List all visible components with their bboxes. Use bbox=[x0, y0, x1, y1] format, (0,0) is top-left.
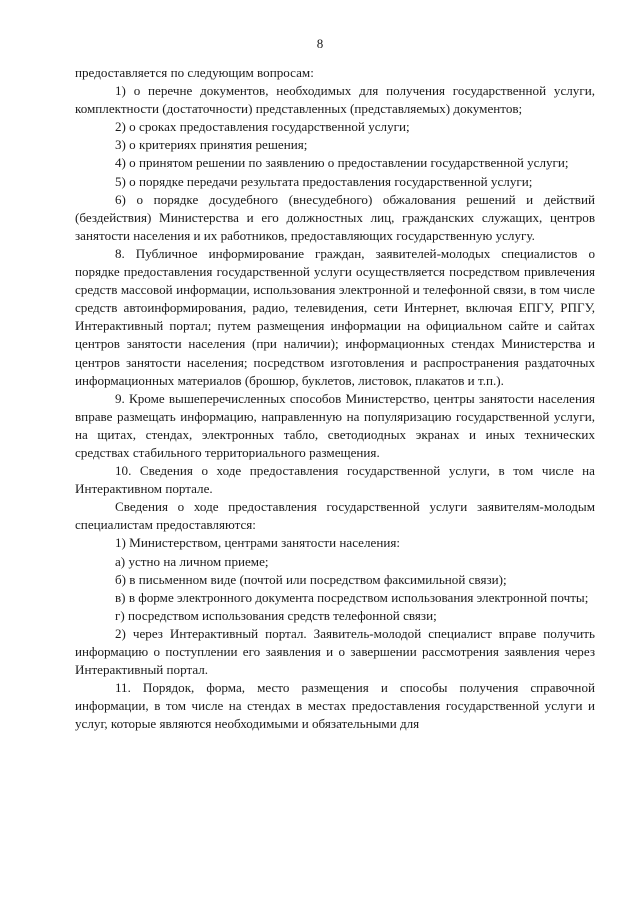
paragraph: 9. Кроме вышеперечисленных способов Министерство, центры занятости населения вправе размещать информацию, направленную на популяризацию государственной услуги, на щитах, стендах, электронных табло, светодиодных экранах и иных технических средствах стабильного территориального размещения. bbox=[75, 390, 595, 460]
paragraph: 1) Министерством, центрами занятости населения: bbox=[115, 535, 401, 551]
paragraph: 3) о критериях принятия решения; bbox=[115, 137, 308, 153]
paragraph: 6) о порядке досудебного (внесудебного) обжалования решений и действий (бездействия) Министерства и его должностных лиц, гражданских служащих, центров занятости населения и их работников, предоставляющих государственную услугу. bbox=[75, 191, 595, 243]
paragraph: 2) через Интерактивный портал. Заявитель-молодой специалист вправе получить информацию о поступлении его заявления и о завершении рассмотрения заявления через Интерактивный портал. bbox=[75, 625, 595, 678]
paragraph: 5) о порядке передачи результата предоставления государственной услуги; bbox=[115, 173, 533, 189]
paragraph: 4) о принятом решении по заявлению о предоставлении государственной услуги; bbox=[115, 155, 569, 171]
paragraph: а) устно на личном приеме; bbox=[115, 553, 269, 569]
paragraph: б) в письменном виде (почтой или посредством факсимильной связи); bbox=[115, 571, 507, 587]
page-number: 8 bbox=[316, 36, 324, 51]
paragraph: г) посредством использования средств телефонной связи; bbox=[115, 607, 437, 623]
paragraph: 10. Сведения о ходе предоставления государственной услуги, в том числе на Интерактивном портале. bbox=[75, 463, 595, 497]
paragraph: Сведения о ходе предоставления государственной услуги заявителям-молодым специалистам предоставляются: bbox=[75, 499, 595, 533]
paragraph: предоставляется по следующим вопросам: bbox=[75, 65, 314, 80]
paragraph: 2) о сроках предоставления государственной услуги; bbox=[115, 119, 410, 135]
paragraph: 8. Публичное информирование граждан, заявителей-молодых специалистов о порядке предоставления государственной услуги осуществляется посредством привлечения средств массовой информации, использования электронной и телефонной связи, в том числе средств автоинформирования, радио, телевидения, сети Интернет, включая ЕПГУ, РПГУ, Интерактивный портал; путем размещения информации на официальном сайте и сайтах центров занятости населения (при наличии); информационных стендах Министерства и центров занятости населения; посредством изготовления и распространения раздаточных информационных материалов (брошюр, буклетов, листовок, плакатов и т.п.). bbox=[75, 245, 595, 388]
paragraph: в) в форме электронного документа посредством использования электронной почты; bbox=[115, 589, 589, 605]
document-body bbox=[75, 64, 595, 733]
paragraph: 1) о перечне документов, необходимых для получения государственной услуги, комплектности (достаточности) представленных (представляемых) документов; bbox=[75, 83, 595, 117]
paragraph: 11. Порядок, форма, место размещения и способы получения справочной информации, в том числе на стендах в местах предоставления государственной услуги и услуг, которые являются необходимыми и обязательными для bbox=[75, 680, 595, 732]
